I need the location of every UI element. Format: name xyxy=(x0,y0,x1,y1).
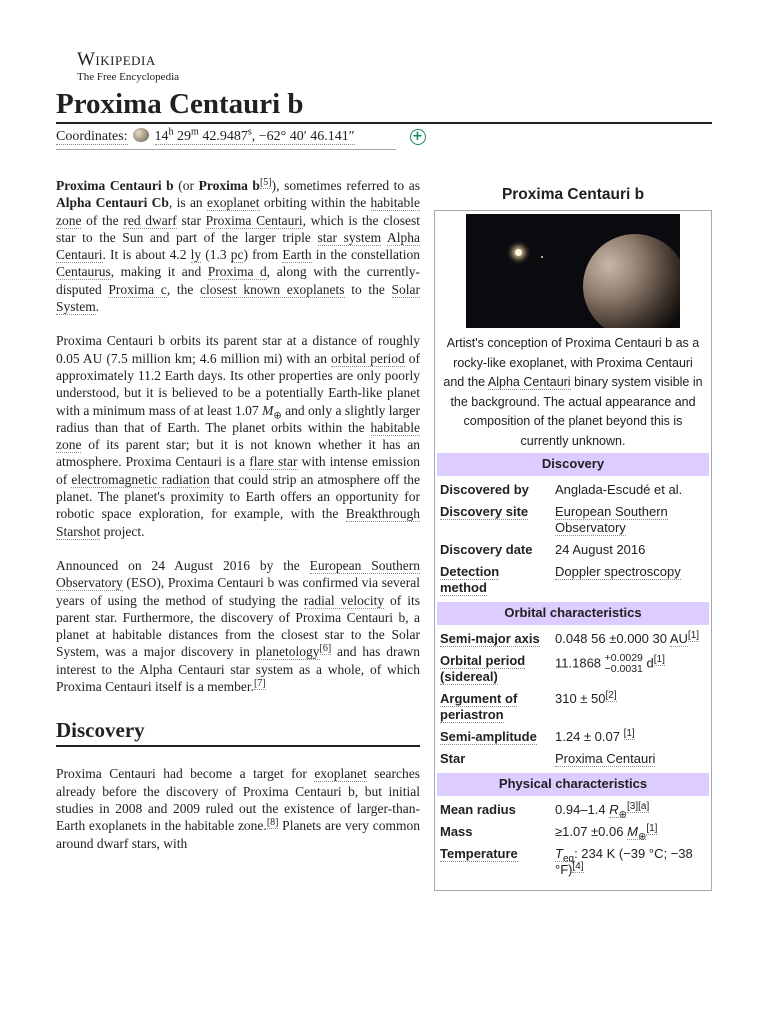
physical-table xyxy=(437,798,709,882)
link-orbital-period[interactable]: orbital period xyxy=(331,350,405,366)
link-habitable-zone-2[interactable]: habitable zone xyxy=(56,419,420,453)
table-row xyxy=(437,562,709,598)
link-proxima-centauri[interactable]: Proxima Centauri xyxy=(205,212,303,228)
row-value: 310 ± 50[2] xyxy=(555,689,617,706)
table-row xyxy=(437,800,709,820)
link-doppler-spectroscopy[interactable]: Doppler spectroscopy xyxy=(555,564,681,579)
orbit-paragraph: Proxima Centauri b orbits its parent star at a distance of roughly 0.05 AU (7.5 million km; 4.6 million mi) with an orbital period of approximately 11.2 Earth days. Its other properties are only poorly understood, but it is believed to be a potentially Earth-like planet with a minimum mass of at least 1.07 $M_\oplus$ and only a slightly larger radius than that of Earth. The planet orbits within the habitable zone of its parent star; but it is not known whether it has an atmosphere. Proxima Centauri is a flare star with intense emission of electromagnetic radiation that could strip an atmosphere off the planet. The planet's proximity to Earth offers an opportunity for robotic space exploration, for example, with the Breakthrough Starshot project. xyxy=(56,333,421,539)
table-row xyxy=(437,629,709,649)
link-earth[interactable]: Earth xyxy=(282,247,312,263)
planet-sphere xyxy=(583,234,680,328)
row-value: Anglada-Escudé et al. xyxy=(555,482,683,497)
planet-artwork-image[interactable] xyxy=(466,214,680,328)
link-closest-exoplanets[interactable]: closest known exoplanets xyxy=(200,281,345,297)
page-title: Proxima Centauri b xyxy=(56,86,712,124)
link-star-system[interactable]: star system xyxy=(317,229,382,245)
logo-wordmark: Wikipedia xyxy=(77,49,156,70)
table-row xyxy=(437,844,709,880)
link-equilibrium-temperature[interactable]: $T_{eq}$ xyxy=(555,846,575,865)
caption-link-alpha-centauri[interactable]: Alpha Centauri xyxy=(487,375,571,389)
row-label: Star xyxy=(440,751,466,766)
ref-link[interactable]: [3][a] xyxy=(627,800,650,812)
link-red-dwarf[interactable]: red dwarf xyxy=(123,212,177,228)
row-value: 0.048 56 ±0.000 30 AU[1] xyxy=(555,629,700,646)
star-glow xyxy=(515,249,522,256)
expand-plus-icon[interactable]: + xyxy=(410,129,426,145)
link-exoplanet-2[interactable]: exoplanet xyxy=(314,766,367,782)
infobox-section-physical: Physical characteristics xyxy=(437,773,709,796)
ref-link[interactable]: [2] xyxy=(605,689,617,701)
table-row xyxy=(437,480,709,500)
logo-tagline: The Free Encyclopedia xyxy=(77,71,180,83)
link-discovery-site[interactable]: Discovery site xyxy=(440,504,529,519)
infobox-section-orbital: Orbital characteristics xyxy=(437,602,709,625)
globe-icon[interactable] xyxy=(133,128,149,142)
discovery-paragraph: Proxima Centauri had become a target for exoplanet searches already before the discovery of Proxima Centauri b, but initial studies in 2008 and 2009 ruled out the existence of larger-than-Earth exoplanets in the habitable zone.[8] Planets are very common around dwarf stars, with xyxy=(56,766,420,851)
link-ly[interactable]: ly xyxy=(190,247,202,263)
link-eso[interactable]: European Southern Observatory xyxy=(56,557,420,591)
infobox-title: Proxima Centauri b xyxy=(501,186,645,203)
link-earth-radius[interactable]: $R_\oplus$ xyxy=(609,802,627,821)
row-value: 11.1868 +0.0029 −0.0031 d[1] xyxy=(555,652,665,675)
row-value: ≥1.07 ±0.06 $M_\oplus[1]$ xyxy=(555,822,658,843)
link-radial-velocity[interactable]: radial velocity xyxy=(303,592,385,608)
ref-link[interactable]: [8] xyxy=(266,816,279,828)
ref-link[interactable]: [5] xyxy=(259,176,272,188)
ref-link[interactable]: [1] xyxy=(653,654,665,666)
link-proxima-c[interactable]: Proxima c xyxy=(108,281,167,297)
row-label: Discovery date xyxy=(440,542,533,557)
link-argument-of-periastron[interactable]: Argument of periastron xyxy=(440,691,518,722)
intro-paragraph: Proxima Centauri b (or Proxima b[5]), sometimes referred to as Alpha Centauri Cb, is an exoplanet orbiting within the habitable zone of the red dwarf star Proxima Centauri, which is the closest star to the Sun and part of the larger triple star system Alpha Centauri. It is about 4.2 ly (1.3 pc) from Earth in the constellation Centaurus, making it and Proxima d, along with the currently-disputed Proxima c, the closest known exoplanets to the Solar System. xyxy=(56,176,421,315)
link-proxima-d[interactable]: Proxima d xyxy=(207,264,267,280)
link-semi-amplitude[interactable]: Semi-amplitude xyxy=(440,729,537,744)
link-temperature[interactable]: Temperature xyxy=(440,846,518,861)
table-row xyxy=(437,822,709,842)
table-row xyxy=(437,727,709,747)
table-row xyxy=(437,689,709,725)
coordinates-label[interactable]: Coordinates: xyxy=(56,129,128,144)
orbital-table xyxy=(437,627,709,771)
wikipedia-logo[interactable] xyxy=(77,50,179,83)
link-proxima-centauri-infobox[interactable]: Proxima Centauri xyxy=(555,751,656,766)
row-label: Discovered by xyxy=(440,482,529,497)
row-value: $T_{eq}$: 234 K (−39 °C; −38 °F)[4] xyxy=(555,846,693,877)
link-orbital-period-infobox[interactable]: Orbital period (sidereal) xyxy=(440,653,526,684)
discovery-table xyxy=(437,478,709,600)
link-electromagnetic-radiation[interactable]: electromagnetic radiation xyxy=(71,471,210,487)
link-flare-star[interactable]: flare star xyxy=(249,454,298,470)
infobox xyxy=(434,184,712,891)
link-breakthrough-starshot[interactable]: Breakthrough Starshot xyxy=(56,506,420,539)
section-heading-discovery: Discovery xyxy=(56,717,420,747)
companion-star xyxy=(541,256,543,258)
link-semi-major-axis[interactable]: Semi-major axis xyxy=(440,631,540,646)
ref-link[interactable]: [1] xyxy=(623,727,635,739)
announcement-paragraph: Announced on 24 August 2016 by the European Southern Observatory (ESO), Proxima Centauri b was confirmed via several years of using the method of studying the radial velocity of its parent star. Furthermore, the discovery of Proxima Centauri b, a planet at habitable distances from the closest star to the Solar System, was a major discovery in planetology[6] and has drawn interest to the Alpha Centauri star system as a whole, of which Proxima Centauri itself is a member.[7] xyxy=(56,557,420,695)
coordinates xyxy=(56,128,712,150)
link-earth-mass[interactable]: $M_\oplus$ xyxy=(627,824,647,843)
table-row xyxy=(437,540,709,560)
link-planetology[interactable]: planetology xyxy=(255,644,320,660)
infobox-box xyxy=(434,210,712,891)
link-pc[interactable]: pc xyxy=(230,247,244,263)
link-au[interactable]: AU xyxy=(669,631,688,646)
coordinates-value[interactable]: 14$^h$ 29$^m$ $42.9487^s$, −62° 40′ 46.141″ xyxy=(154,126,355,144)
link-solar-system[interactable]: Solar System xyxy=(56,281,421,315)
link-alpha-centauri[interactable]: Alpha Centauri xyxy=(56,229,420,263)
row-value: 0.94–1.4 $R_\oplus[3][a]$ xyxy=(555,800,650,821)
link-centaurus[interactable]: Centaurus xyxy=(56,264,111,280)
ref-link[interactable]: [1] xyxy=(646,822,658,834)
link-detection-method[interactable]: Detection method xyxy=(440,564,500,595)
link-habitable-zone[interactable]: habitable zone xyxy=(56,195,421,228)
link-eso-infobox[interactable]: European Southern Observatory xyxy=(555,504,668,535)
table-row xyxy=(437,502,709,538)
row-label: Mass xyxy=(440,824,473,839)
infobox-section-discovery: Discovery xyxy=(437,453,709,476)
table-row xyxy=(437,651,709,687)
table-row xyxy=(437,749,709,769)
row-label: Mean radius xyxy=(440,802,516,817)
ref-link[interactable]: [1] xyxy=(687,629,700,641)
ref-link[interactable]: [6] xyxy=(319,642,332,654)
row-value: 24 August 2016 xyxy=(555,542,646,557)
ref-link[interactable]: [4] xyxy=(572,860,584,872)
ref-link[interactable]: [7] xyxy=(253,677,266,689)
image-caption: Artist's conception of Proxima Centauri b as a rocky-like exoplanet, with Proxima Centauri and the Alpha Centauri binary system visible in the background. The actual appearance and composition of the planet beyond this is currently unknown. xyxy=(443,336,703,448)
link-exoplanet[interactable]: exoplanet xyxy=(207,195,260,211)
article-body xyxy=(56,177,420,869)
row-value: 1.24 ± 0.07 [1] xyxy=(555,727,635,744)
